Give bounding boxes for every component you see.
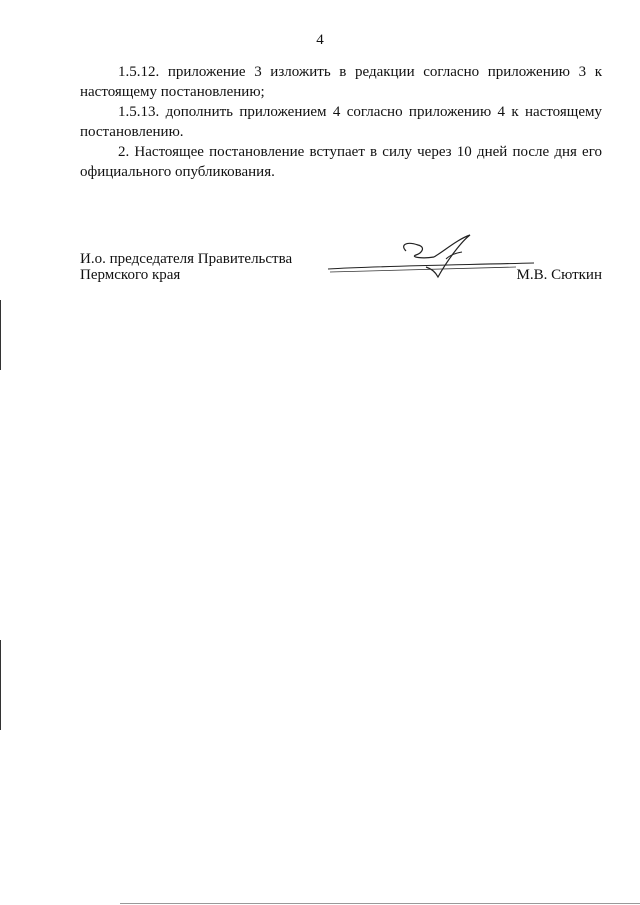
signatory-position: [80, 251, 292, 283]
signature-block: [80, 251, 602, 291]
paragraph-1-5-12: 1.5.12. приложение 3 изложить в редакции согласно приложению 3 к настоящему постановлению;: [80, 64, 602, 100]
signatory-position-line1: И.о. председателя Правительства: [80, 251, 293, 267]
scan-edge-bottom: [120, 903, 640, 904]
paragraph-1-5-13: 1.5.13. дополнить приложением 4 согласно приложению 4 к настоящему постановлению.: [80, 104, 602, 140]
scan-edge-left: [0, 300, 1, 370]
signatory-position-line2: Пермского края: [80, 267, 181, 283]
paragraph-2: 2. Настоящее постановление вступает в силу через 10 дней после дня его официального опубликования.: [80, 144, 602, 180]
signatory-name: М.В. Сюткин: [516, 267, 602, 283]
scan-edge-left-lower: [0, 640, 1, 730]
document-body: [80, 62, 602, 182]
handwritten-signature: [326, 229, 536, 289]
page-number: 4: [316, 32, 324, 48]
